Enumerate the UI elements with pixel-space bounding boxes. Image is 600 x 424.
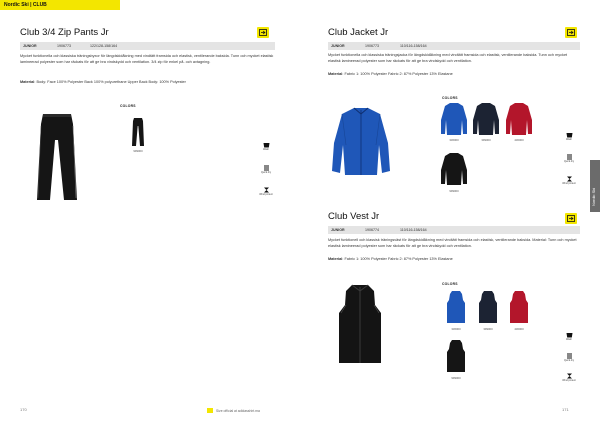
- care-wash: [562, 132, 576, 141]
- material-line: Material: Body: Face 100% Polyester Back 100% polyurethane Upper Back Body: 100% Polyester: [20, 80, 186, 84]
- size-guide-icon[interactable]: [565, 27, 577, 38]
- product-description: Mycket funktionella och klassiska träningsbyxor för längdskidåkning med vindtätt framsida och elastisk, ventilerande baksida. Tunn och mycket elastisk lamineerad polyester som har räckats för att ge bra vindskydd och ventilation. 3/4 zip för enkel på- och avtagning.: [20, 54, 274, 64]
- care-wind-label: Wind protect: [562, 379, 576, 382]
- care-wind: [562, 373, 576, 382]
- footer-note: [207, 408, 260, 413]
- product-description: Mycket funktionella och klassiska träningsjacka för längdskidåkning med vindtätt framsida och elastisk, ventilerande baksida. Tunn och mycket elastisk lamineerad polyester som har räckats för att ge bra vindskydd och ventilation.: [328, 53, 568, 63]
- article-number: 1906773: [365, 44, 379, 48]
- section-tab[interactable]: Nordic Ski | CLUB: [0, 0, 120, 10]
- care-quick-dry-label: Quick dry: [563, 160, 575, 163]
- color-code: 999000: [133, 149, 143, 153]
- material-line: Material: Fabric 1: 100% Polyester Fabric 2: 87% Polyester 13% Elastane: [328, 257, 453, 261]
- article-number: 1906774: [365, 228, 379, 232]
- color-swatch-399000[interactable]: [472, 102, 500, 136]
- color-code: 336000: [449, 138, 459, 142]
- care-wind-label: Wind protect: [259, 193, 273, 196]
- pants-main-image: [33, 112, 81, 202]
- size-guide-icon[interactable]: [257, 27, 269, 38]
- product-title: Club Vest Jr: [328, 211, 380, 222]
- care-wind-label: Wind protect: [562, 182, 576, 185]
- footer-note-text: Size official at adidasshirt.ma: [216, 408, 260, 413]
- side-tab-label: Nordic Ski: [591, 187, 596, 206]
- color-swatch-430000[interactable]: [509, 290, 529, 324]
- color-code: 999000: [449, 189, 459, 193]
- material-label: Material: [20, 80, 35, 84]
- footer-size-icon: [207, 408, 213, 413]
- material-text: Fabric 1: 100% Polyester Fabric 2: 87% Polyester 13% Elastane: [344, 257, 453, 261]
- article-number: 1906773: [57, 44, 71, 48]
- product-title: Club 3/4 Zip Pants Jr: [20, 27, 109, 38]
- spec-bar: [328, 42, 580, 50]
- care-wind: [259, 187, 273, 196]
- color-code: 399000: [481, 138, 491, 142]
- spec-bar: [328, 226, 580, 234]
- material-line: Material: Fabric 1: 100% Polyester Fabric 2: 87% Polyester 13% Elastane: [328, 72, 453, 76]
- material-text: Fabric 1: 100% Polyester Fabric 2: 87% Polyester 13% Elastane: [344, 72, 453, 76]
- size-range: 110/116-158/164: [400, 228, 427, 232]
- category-label: JUNIOR: [331, 228, 345, 232]
- colors-label: COLORS: [442, 282, 458, 286]
- color-swatch-999000[interactable]: [446, 339, 466, 373]
- color-code: 999000: [451, 376, 461, 380]
- jacket-main-image: [330, 105, 392, 177]
- spec-bar: [20, 42, 275, 50]
- page-number-right: 171: [562, 407, 569, 412]
- care-quick-dry: [562, 154, 576, 163]
- care-wind: [562, 176, 576, 185]
- color-code: 430000: [514, 138, 524, 142]
- size-range: 122/128-158/164: [90, 44, 118, 48]
- size-range: 110/116-158/164: [400, 44, 427, 48]
- care-quick-dry: [259, 165, 273, 174]
- care-wash-label: Wash: [565, 338, 573, 341]
- right-page: [300, 0, 600, 424]
- page-number-left: 170: [20, 407, 27, 412]
- care-wash-label: Wash: [262, 148, 270, 151]
- material-label: Material: [328, 257, 343, 261]
- color-code: 336000: [451, 327, 461, 331]
- product-title: Club Jacket Jr: [328, 27, 389, 38]
- category-label: JUNIOR: [23, 44, 37, 48]
- color-swatch-430000[interactable]: [505, 102, 533, 136]
- category-label: JUNIOR: [331, 44, 345, 48]
- product-description: Mycket funktionell och klassisk träningsväst för längdskidåkning med vindtätt framsida och elastisk, ventilerande baksida. Material: Tunn och mycket elastisk lamineerad polyester som har räckats för att ge bra vindskydd och ventilation.: [328, 238, 577, 248]
- size-guide-icon[interactable]: [565, 213, 577, 224]
- color-swatch-336000[interactable]: [440, 102, 468, 136]
- color-swatch-999000[interactable]: [131, 117, 145, 147]
- color-swatch-336000[interactable]: [446, 290, 466, 324]
- care-wash: [259, 142, 273, 151]
- care-wash: [562, 332, 576, 341]
- color-code: 430000: [514, 327, 524, 331]
- color-swatch-399000[interactable]: [478, 290, 498, 324]
- colors-label: COLORS: [442, 96, 458, 100]
- material-text: Body: Face 100% Polyester Back 100% polyurethane Upper Back Body: 100% Polyester: [36, 80, 186, 84]
- care-wash-label: Wash: [565, 138, 573, 141]
- care-quick-dry: [562, 353, 576, 362]
- color-swatch-999000[interactable]: [440, 152, 468, 186]
- care-quick-dry-label: Quick dry: [563, 359, 575, 362]
- material-label: Material: [328, 72, 343, 76]
- care-quick-dry-label: Quick dry: [260, 171, 272, 174]
- color-code: 399000: [483, 327, 493, 331]
- side-section-tab[interactable]: [590, 160, 600, 212]
- vest-main-image: [337, 283, 383, 365]
- colors-label: COLORS: [120, 104, 136, 108]
